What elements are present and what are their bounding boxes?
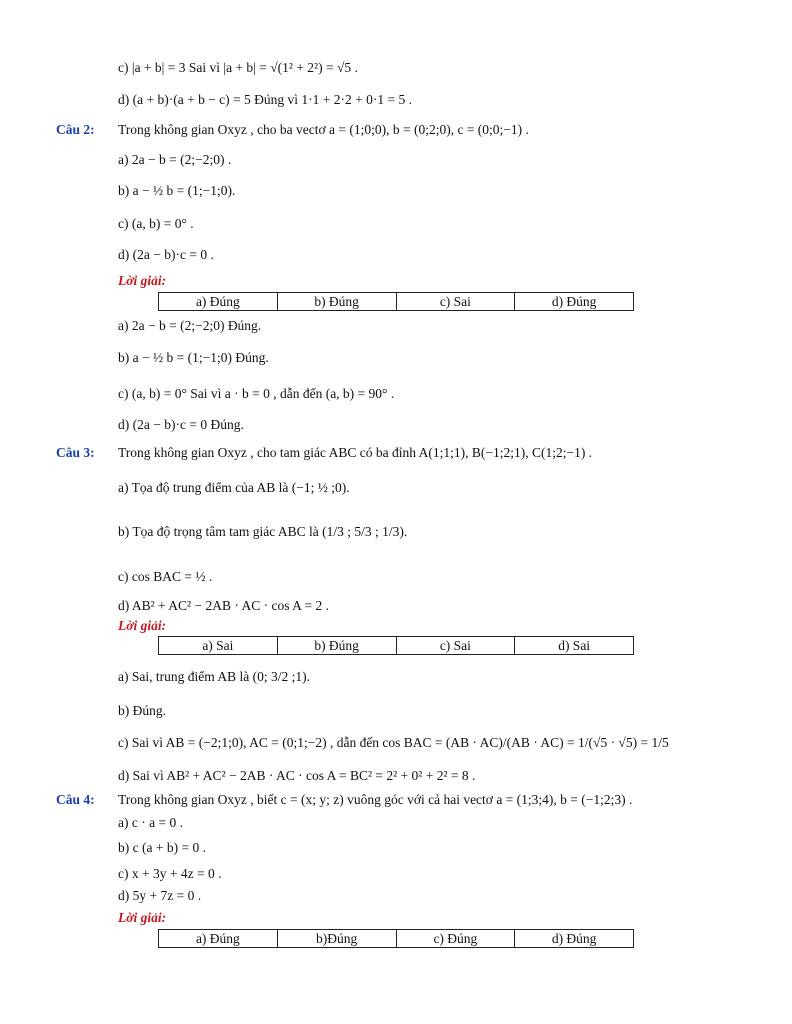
answer-cell: c) Sai [396,637,515,655]
statement: d) AB² + AC² − 2AB · AC · cos A = 2 . [118,598,329,613]
answer-table [158,292,634,311]
statement: a) 2a − b = (2;−2;0) . [118,152,232,167]
answer-cell: c) Đúng [396,930,515,948]
question-label: Câu 4: [56,792,95,807]
statement: c) cos BAC = ½ . [118,569,213,584]
answer-table [158,636,634,655]
statement: b) a − ½ b = (1;−1;0). [118,183,236,198]
solution-line: d) Sai vì AB² + AC² − 2AB · AC · cos A = BC² = 2² + 0² + 2² = 8 . [118,768,476,783]
statement: a) Tọa độ trung điểm của AB là (−1; ½ ;0). [118,480,350,495]
solution-line: b) Đúng. [118,703,166,718]
answer-cell: a) Đúng [159,930,278,948]
solution-line: d) (2a − b)·c = 0 Đúng. [118,417,244,432]
answer-cell: a) Đúng [159,293,278,311]
solution-line: c) Sai vì AB = (−2;1;0), AC = (0;1;−2) , dẫn đến cos BAC = (AB · AC)/(AB · AC) = 1/(√5 · √5) = 1/5 [118,735,669,750]
text-line: c) |a + b| = 3 Sai vì |a + b| = √(1² + 2²) = √5 . [118,60,358,75]
statement: a) c · a = 0 . [118,815,183,830]
solution-heading: Lời giải: [118,910,167,925]
answer-cell: b) Đúng [277,637,396,655]
statement: d) 5y + 7z = 0 . [118,888,202,903]
answer-cell: b) Đúng [277,293,396,311]
statement: c) (a, b) = 0° . [118,216,194,231]
solution-line: a) Sai, trung điểm AB là (0; 3/2 ;1). [118,669,310,684]
answer-table [158,929,634,948]
answer-cell: d) Sai [515,637,634,655]
text-line: d) (a + b)·(a + b − c) = 5 Đúng vì 1·1 + 2·2 + 0·1 = 5 . [118,92,412,107]
answer-cell: d) Đúng [515,293,634,311]
answer-cell: d) Đúng [515,930,634,948]
answer-cell: c) Sai [396,293,515,311]
question-text: Trong không gian Oxyz , biết c = (x; y; z) vuông góc với cả hai vectơ a = (1;3;4), b = (−1;2;3) . [118,792,633,807]
solution-heading: Lời giải: [118,618,167,633]
statement: c) x + 3y + 4z = 0 . [118,866,222,881]
question-text: Trong không gian Oxyz , cho ba vectơ a = (1;0;0), b = (0;2;0), c = (0;0;−1) . [118,122,529,137]
statement: d) (2a − b)·c = 0 . [118,247,214,262]
question-label: Câu 3: [56,445,95,460]
answer-cell: a) Sai [159,637,278,655]
statement: b) Tọa độ trọng tâm tam giác ABC là (1/3 ; 5/3 ; 1/3). [118,524,408,539]
solution-heading: Lời giải: [118,273,167,288]
question-text: Trong không gian Oxyz , cho tam giác ABC có ba đỉnh A(1;1;1), B(−1;2;1), C(1;2;−1) . [118,445,593,460]
solution-line: b) a − ½ b = (1;−1;0) Đúng. [118,350,269,365]
question-label: Câu 2: [56,122,95,137]
answer-cell: b)Đúng [277,930,396,948]
solution-line: a) 2a − b = (2;−2;0) Đúng. [118,318,262,333]
statement: b) c (a + b) = 0 . [118,840,206,855]
solution-line: c) (a, b) = 0° Sai vì a · b = 0 , dẫn đến (a, b) = 90° . [118,386,395,401]
